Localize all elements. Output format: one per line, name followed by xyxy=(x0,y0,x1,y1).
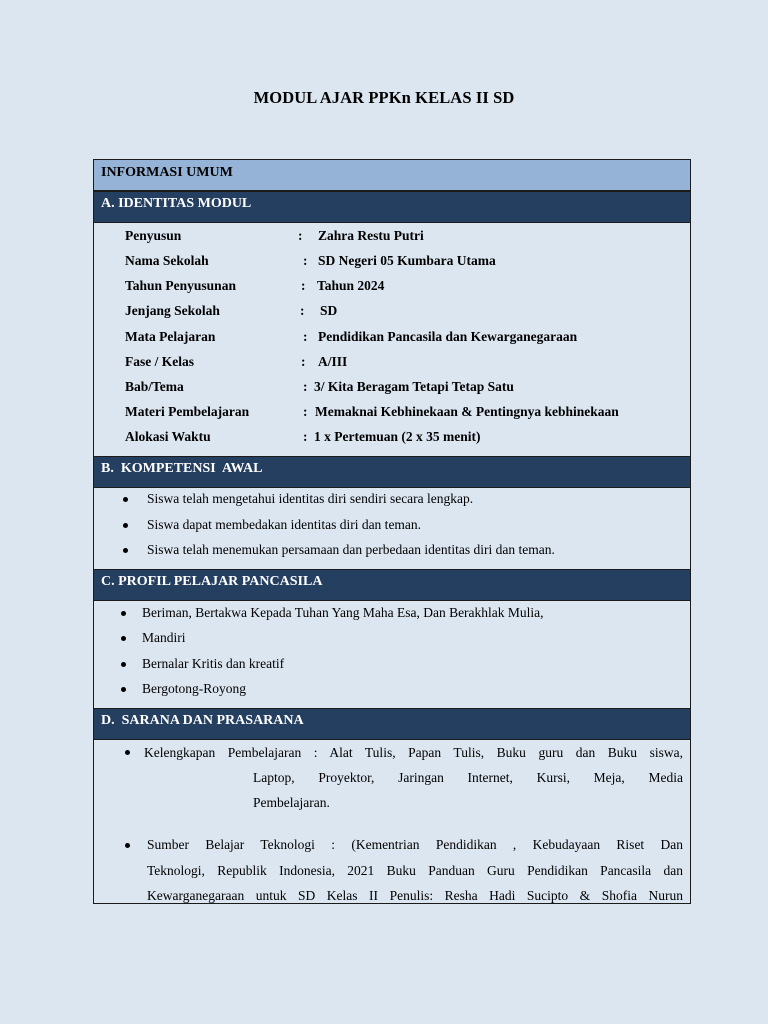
section-c-header xyxy=(94,569,690,601)
list-item-text: Siswa telah mengetahui identitas diri sendiri secara lengkap. xyxy=(147,491,474,506)
list-item-text: Kewarganegaraan untuk SD Kelas II Penulis: Resha Hadi Sucipto & Shofia Nurun xyxy=(147,888,683,903)
identity-label: Alokasi Waktu xyxy=(125,429,211,444)
identity-sep: : xyxy=(301,354,306,369)
identity-label: Tahun Penyusunan xyxy=(125,278,236,293)
bullet-icon xyxy=(121,687,126,692)
identity-sep: : xyxy=(303,329,308,344)
list-item-text: Bernalar Kritis dan kreatif xyxy=(142,656,285,671)
identity-sep: : xyxy=(298,228,303,243)
bullet-icon xyxy=(123,548,128,553)
identity-sep: : xyxy=(303,253,308,268)
info-header-row xyxy=(94,160,690,191)
bullet-icon xyxy=(123,497,128,502)
identity-label: Mata Pelajaran xyxy=(125,329,216,344)
identity-sep: : xyxy=(301,278,306,293)
section-a-header xyxy=(94,191,690,223)
bullet-icon xyxy=(125,750,130,755)
list-item-text: Bergotong-Royong xyxy=(142,681,246,696)
section-d-title: D. SARANA DAN PRASARANA xyxy=(101,713,304,728)
info-header-text: INFORMASI UMUM xyxy=(101,165,233,180)
bullet-icon xyxy=(123,523,128,528)
identity-sep: : xyxy=(303,429,308,444)
list-item-text: Mandiri xyxy=(142,630,186,645)
identity-value: Memaknai Kebhinekaan & Pentingnya kebhinekaan xyxy=(315,404,619,419)
list-item-text: Pembelajaran. xyxy=(253,795,330,810)
identity-label: Penyusun xyxy=(125,228,182,243)
identity-value: SD Negeri 05 Kumbara Utama xyxy=(318,253,496,268)
bullet-icon xyxy=(121,611,126,616)
section-b-title: B. KOMPETENSI AWAL xyxy=(101,461,263,476)
section-b-header xyxy=(94,456,690,488)
identity-value: 3/ Kita Beragam Tetapi Tetap Satu xyxy=(314,379,514,394)
list-item-text: Sumber Belajar Teknologi : (Kementrian Pendidikan , Kebudayaan Riset Dan xyxy=(147,837,683,852)
document-title: MODUL AJAR PPKn KELAS II SD xyxy=(253,88,515,107)
identity-sep: : xyxy=(300,303,305,318)
list-item-text: Siswa dapat membedakan identitas diri dan teman. xyxy=(147,517,422,532)
bullet-icon xyxy=(125,843,130,848)
identity-value: 1 x Pertemuan (2 x 35 menit) xyxy=(314,429,481,444)
identity-label: Fase / Kelas xyxy=(125,354,194,369)
list-item-text: Kelengkapan Pembelajaran : Alat Tulis, Papan Tulis, Buku guru dan Buku siswa, xyxy=(144,745,683,760)
identity-sep: : xyxy=(303,404,308,419)
identity-sep: : xyxy=(303,379,308,394)
identity-label: Jenjang Sekolah xyxy=(125,303,220,318)
bullet-icon xyxy=(121,636,126,641)
identity-value: Pendidikan Pancasila dan Kewarganegaraan xyxy=(318,329,578,344)
identity-value: SD xyxy=(320,303,338,318)
section-c-title: C. PROFIL PELAJAR PANCASILA xyxy=(101,574,323,589)
identity-label: Bab/Tema xyxy=(125,379,184,394)
bullet-icon xyxy=(121,662,126,667)
list-item-text: Beriman, Bertakwa Kepada Tuhan Yang Maha Esa, Dan Berakhlak Mulia, xyxy=(142,605,544,620)
identity-label: Materi Pembelajaran xyxy=(125,404,250,419)
identity-label: Nama Sekolah xyxy=(125,253,209,268)
module-table xyxy=(93,159,691,904)
section-a-title: A. IDENTITAS MODUL xyxy=(101,196,252,211)
list-item-text: Teknologi, Republik Indonesia, 2021 Buku Panduan Guru Pendidikan Pancasila dan xyxy=(147,863,683,878)
identity-value: A/III xyxy=(318,354,348,369)
list-item-text: Laptop, Proyektor, Jaringan Internet, Kursi, Meja, Media xyxy=(253,770,683,785)
list-item-text: Siswa telah menemukan persamaan dan perbedaan identitas diri dan teman. xyxy=(147,542,555,557)
identity-value: Zahra Restu Putri xyxy=(318,228,424,243)
identity-value: Tahun 2024 xyxy=(317,278,385,293)
section-d-header xyxy=(94,708,690,740)
